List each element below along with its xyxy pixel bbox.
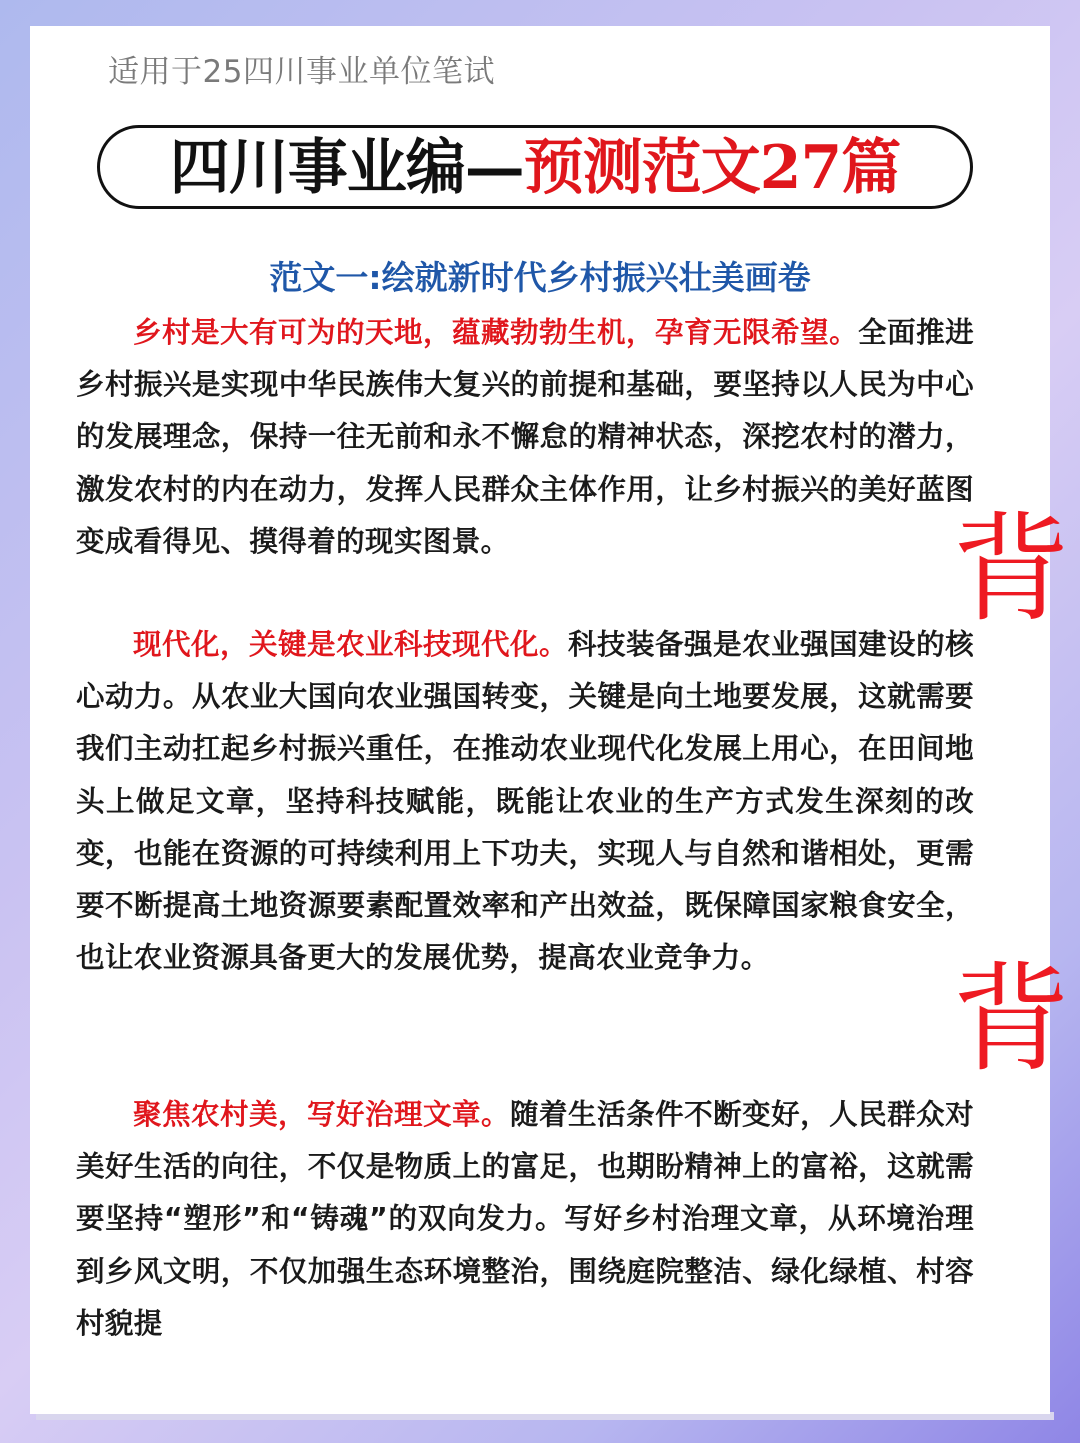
- page-title: [100, 133, 970, 203]
- paragraph-2: [76, 619, 974, 984]
- paragraph-2-body: 科技装备强是农业强国建设的核心动力。从农业大国向农业强国转变，关键是向土地要发展，这就需要我们主动扛起乡村振兴重任，在推动农业现代化发展上用心，在田间地头上做足文章，坚持科技赋能，既能让农业的生产方式发生深刻的改变，也能在资源的可持续利用上下功夫，实现人与自然和谐相处，更需要不断提高土地资源要素配置效率和产出效益，既保障国家粮食安全，也让农业资源具备更大的发展优势，提高农业竞争力。: [76, 628, 974, 975]
- title-part-black: 四川事业编—: [169, 133, 524, 203]
- paragraph-1-highlight: 乡村是大有可为的天地，蕴藏勃勃生机，孕育无限希望。: [133, 316, 859, 349]
- title-banner: [97, 125, 973, 209]
- essay-title: 范文一:绘就新时代乡村振兴壮美画卷: [269, 258, 811, 297]
- paragraph-1: [76, 307, 974, 568]
- paragraph-1-body: 全面推进乡村振兴是实现中华民族伟大复兴的前提和基础，要坚持以人民为中心的发展理念，保持一往无前和永不懈怠的精神状态，深挖农村的潜力，激发农村的内在动力，发挥人民群众主体作用，让乡村振兴的美好蓝图变成看得见、摸得着的现实图景。: [76, 316, 974, 558]
- paragraph-3-body: 随着生活条件不断变好，人民群众对美好生活的向往，不仅是物质上的富足，也期盼精神上的富裕，这就需要坚持“塑形”和“铸魂”的双向发力。写好乡村治理文章，从环境治理到乡风文明，不仅加强生态环境整治，围绕庭院整洁、绿化绿植、村容村貌提: [76, 1098, 974, 1340]
- paragraph-3-highlight: 聚焦农村美，写好治理文章。: [133, 1098, 511, 1131]
- paragraph-2-highlight: 现代化，关键是农业科技现代化。: [133, 628, 569, 661]
- title-part-red: 预测范文27篇: [523, 133, 901, 203]
- memorize-mark-2: 背: [952, 950, 1071, 1088]
- memorize-mark-1: 背: [952, 500, 1071, 638]
- header-subtitle: 适用于25四川事业单位笔试: [108, 54, 495, 90]
- paragraph-3: [76, 1089, 974, 1350]
